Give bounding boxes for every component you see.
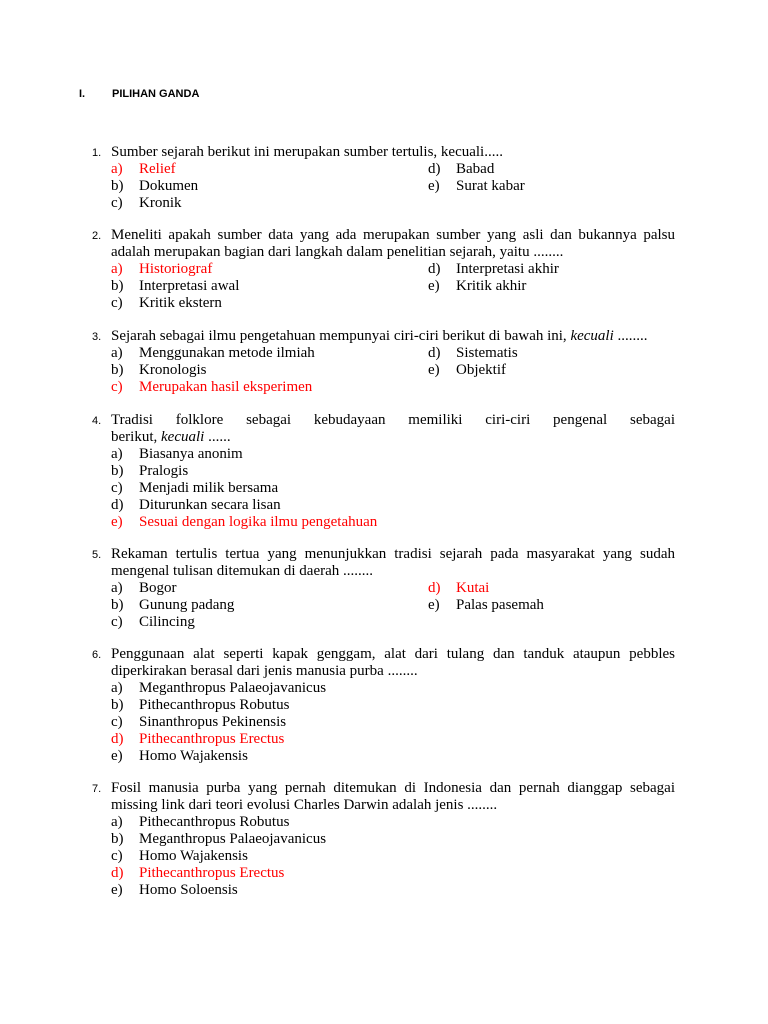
question-number: 1. (92, 147, 102, 159)
question-number: 6. (92, 649, 102, 661)
option-e[interactable]: e) Homo Soloensis (111, 882, 238, 898)
option-a[interactable]: a) Historiograf (111, 261, 213, 277)
options (111, 261, 675, 312)
option-c[interactable]: c) Kronik (111, 195, 182, 211)
option-b[interactable]: b) Interpretasi awal (111, 278, 240, 294)
option-b[interactable]: b) Gunung padang (111, 597, 235, 613)
question-stem-line-2: berikut, kecuali ...... (111, 429, 231, 445)
options (111, 161, 675, 212)
option-d[interactable]: d) Interpretasi akhir (428, 261, 559, 277)
option-b[interactable]: b) Pithecanthropus Robutus (111, 697, 290, 713)
question-stem: Sumber sejarah berikut ini merupakan sumber tertulis, kecuali..... (111, 144, 503, 160)
question-stem-line-1: Tradisi folklore sebagai kebudayaan memiliki ciri-ciri pengenal sebagai (111, 412, 675, 428)
option-d[interactable]: d) Diturunkan secara lisan (111, 497, 281, 513)
option-c[interactable]: c) Kritik ekstern (111, 295, 222, 311)
question-number: 5. (92, 549, 102, 561)
option-c[interactable]: c) Merupakan hasil eksperimen (111, 379, 313, 395)
option-a[interactable]: a) Menggunakan metode ilmiah (111, 345, 315, 361)
option-b[interactable]: b) Pralogis (111, 463, 189, 479)
question-stem-line-2: adalah merupakan bagian dari langkah dalam penelitian sejarah, yaitu ........ (111, 244, 564, 260)
question-number: 2. (92, 230, 102, 242)
option-e[interactable]: e) Palas pasemah (428, 597, 544, 613)
question-3 (92, 328, 675, 396)
option-c[interactable]: c) Cilincing (111, 614, 195, 630)
option-d[interactable]: d) Sistematis (428, 345, 518, 361)
question-stem-line-1: Meneliti apakah sumber data yang ada merupakan sumber yang asli dan bukannya palsu (111, 227, 675, 243)
question-number: 7. (92, 783, 102, 795)
option-a[interactable]: a) Relief (111, 161, 176, 177)
option-d[interactable]: d) Pithecanthropus Erectus (111, 865, 285, 881)
question-stem-line-1: Fosil manusia purba yang pernah ditemukan di Indonesia dan pernah dianggap sebagai (111, 780, 675, 796)
option-b[interactable]: b) Kronologis (111, 362, 207, 378)
option-d[interactable]: d) Kutai (428, 580, 490, 596)
question-stem-line-2: missing link dari teori evolusi Charles Darwin adalah jenis ........ (111, 797, 498, 813)
section-title: PILIHAN GANDA (112, 88, 200, 100)
question-2 (92, 227, 675, 312)
section-number: I. (79, 88, 86, 100)
question-6 (92, 646, 675, 765)
option-b[interactable]: b) Dokumen (111, 178, 199, 194)
question-number: 3. (92, 331, 102, 343)
question-stem-line-1: Penggunaan alat seperti kapak genggam, alat dari tulang dan tanduk ataupun pebbles (111, 646, 675, 662)
option-e[interactable]: e) Sesuai dengan logika ilmu pengetahuan (111, 514, 378, 530)
question-1 (92, 144, 675, 212)
option-e[interactable]: e) Kritik akhir (428, 278, 527, 294)
option-d[interactable]: d) Pithecanthropus Erectus (111, 731, 285, 747)
options (111, 814, 675, 899)
option-c[interactable]: c) Menjadi milik bersama (111, 480, 279, 496)
question-stem-line-1: Rekaman tertulis tertua yang menunjukkan tradisi sejarah pada masyarakat yang sudah (111, 546, 675, 562)
option-e[interactable]: e) Surat kabar (428, 178, 525, 194)
question-stem-line-2: diperkirakan berasal dari jenis manusia purba ........ (111, 663, 418, 679)
question-5 (92, 546, 675, 631)
question-stem: Sejarah sebagai ilmu pengetahuan mempunyai ciri-ciri berikut di bawah ini, kecuali ........ (111, 328, 648, 344)
option-a[interactable]: a) Bogor (111, 580, 177, 596)
section-heading (79, 88, 199, 100)
options (111, 680, 675, 765)
option-a[interactable]: a) Biasanya anonim (111, 446, 243, 462)
option-a[interactable]: a) Pithecanthropus Robutus (111, 814, 290, 830)
question-number: 4. (92, 415, 102, 427)
options (111, 446, 675, 531)
option-d[interactable]: d) Babad (428, 161, 495, 177)
options (111, 580, 675, 631)
option-e[interactable]: e) Homo Wajakensis (111, 748, 248, 764)
option-b[interactable]: b) Meganthropus Palaeojavanicus (111, 831, 327, 847)
options (111, 345, 675, 396)
option-e[interactable]: e) Objektif (428, 362, 506, 378)
option-c[interactable]: c) Sinanthropus Pekinensis (111, 714, 287, 730)
question-stem-line-2: mengenal tulisan ditemukan di daerah ........ (111, 563, 374, 579)
option-a[interactable]: a) Meganthropus Palaeojavanicus (111, 680, 327, 696)
question-4 (92, 412, 675, 531)
option-c[interactable]: c) Homo Wajakensis (111, 848, 248, 864)
question-7 (92, 780, 675, 899)
